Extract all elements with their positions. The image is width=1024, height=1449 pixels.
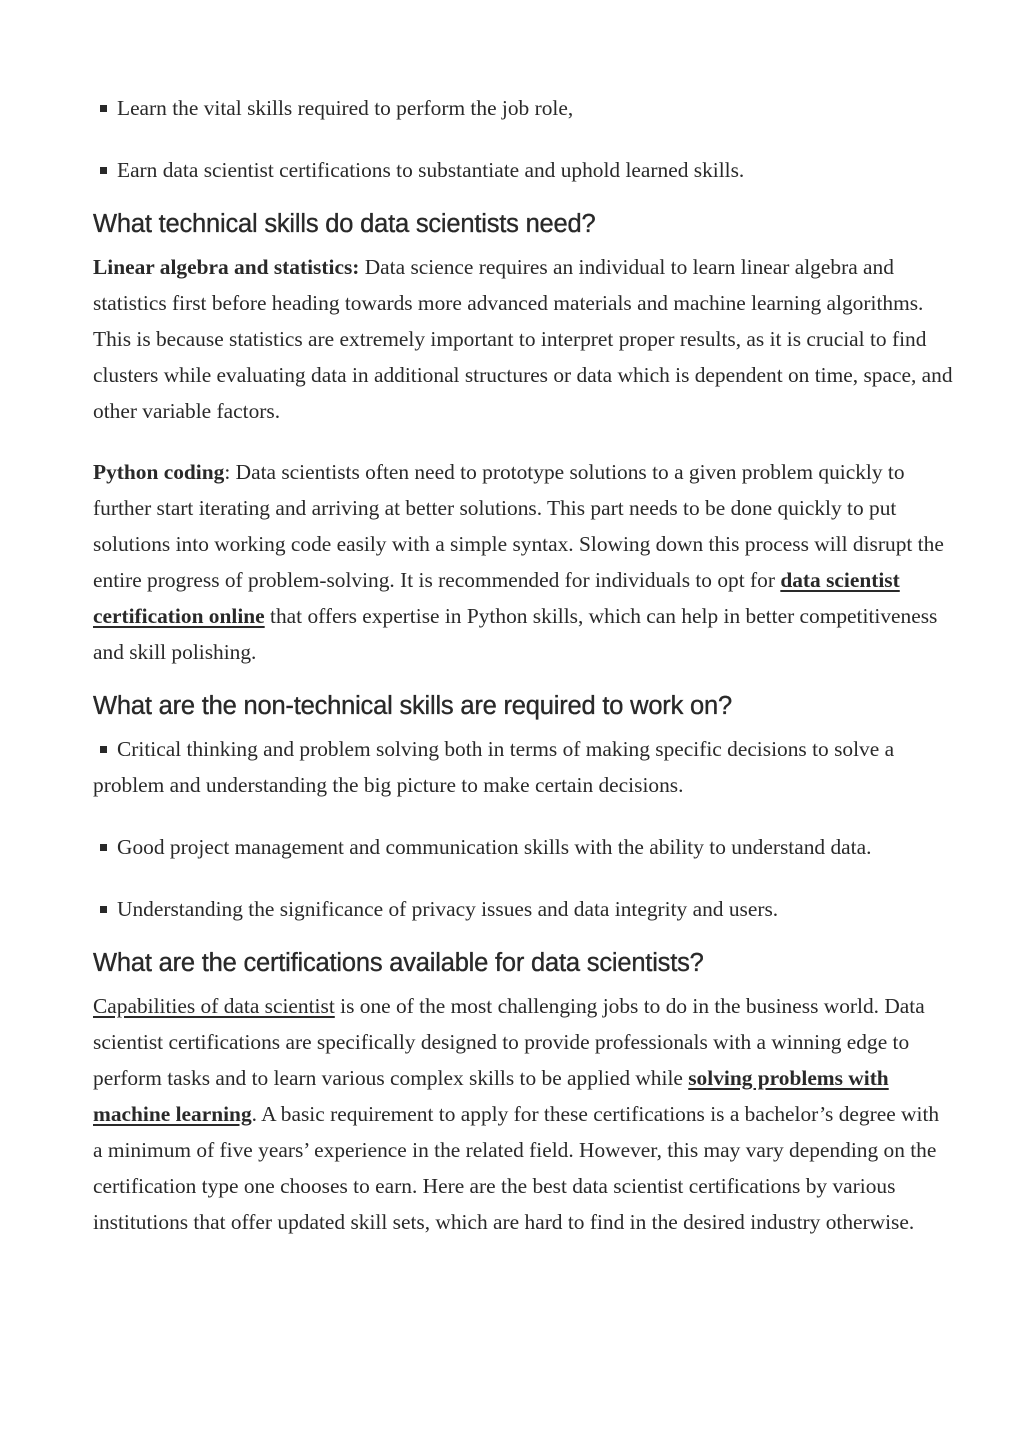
text-python-coding-before: : Data scientists often need to prototype solutions to a given problem quickly to further start iterating and arriving at better solutions. This part needs to be done quickly to put solutions into working code easily with a simple syntax. Slowing down this process will disrupt the entire progress of problem-solving. It is recommended for individuals to opt for xyxy=(93,460,944,592)
paragraph-python-coding xyxy=(93,454,953,670)
heading-certifications: What are the certifications available for data scientists? xyxy=(93,949,704,977)
heading-technical-skills: What technical skills do data scientists need? xyxy=(93,210,596,238)
list-item: Earn data scientist certifications to substantiate and uphold learned skills. xyxy=(93,152,953,188)
text-certifications-2: . A basic requirement to apply for these certifications is a bachelor’s degree with a minimum of five years’ experience in the related field. However, this may vary depending on the certification type one chooses to earn. Here are the best data scientist certifications by various institutions that offer updated skill sets, which are hard to find in the desired industry otherwise. xyxy=(93,1102,940,1234)
link-data-scientist-certification-online[interactable]: data scientist certification online xyxy=(93,568,900,628)
link-capabilities-of-data-scientist[interactable]: Capabilities of data scientist xyxy=(93,994,335,1018)
paragraph-certifications xyxy=(93,988,953,1240)
label-linear-algebra: Linear algebra and statistics: xyxy=(93,255,360,279)
text-python-coding-after: that offers expertise in Python skills, which can help in better competitiveness and skill polishing. xyxy=(93,604,938,664)
text-linear-algebra: Data science requires an individual to learn linear algebra and statistics first before heading towards more advanced materials and machine learning algorithms. This is because statistics are extremely important to interpret proper results, as it is crucial to find clusters while evaluating data in additional structures or data which is dependent on time, space, and other variable factors. xyxy=(93,255,953,423)
paragraph-linear-algebra xyxy=(93,249,953,429)
list-item: Understanding the significance of privacy issues and data integrity and users. xyxy=(93,891,953,927)
non-technical-bullet-list xyxy=(93,731,953,927)
heading-non-technical-skills: What are the non-technical skills are required to work on? xyxy=(93,692,732,720)
list-item: Critical thinking and problem solving both in terms of making specific decisions to solve a problem and understanding the big picture to make certain decisions. xyxy=(93,731,953,803)
list-item: Learn the vital skills required to perform the job role, xyxy=(93,90,953,126)
text-certifications-1: is one of the most challenging jobs to do in the business world. Data scientist certifications are specifically designed to provide professionals with a winning edge to perform tasks and to learn various complex skills to be applied while xyxy=(93,994,925,1090)
article-body xyxy=(93,90,953,1265)
list-item: Good project management and communication skills with the ability to understand data. xyxy=(93,829,953,865)
intro-bullet-list xyxy=(93,90,953,188)
link-solving-problems-with-machine-learning[interactable]: solving problems with machine learning xyxy=(93,1066,889,1126)
label-python-coding: Python coding xyxy=(93,460,225,484)
